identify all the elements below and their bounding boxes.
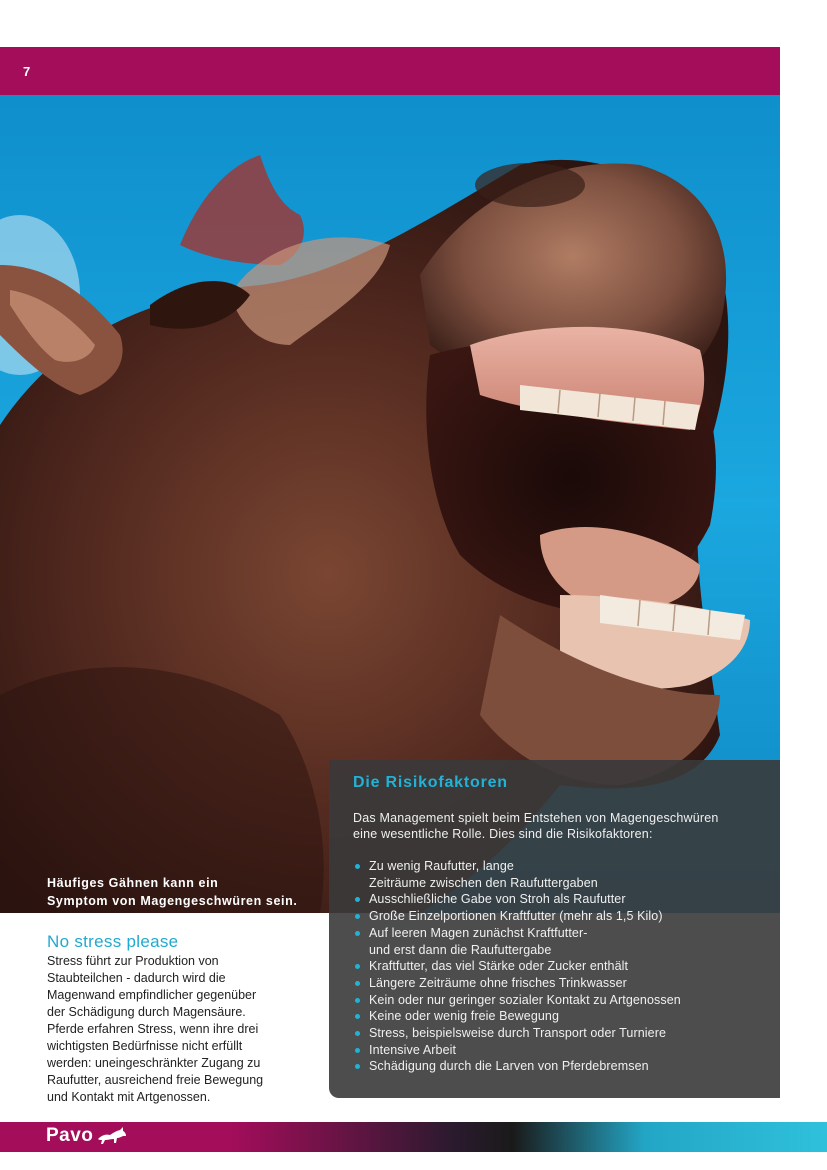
top-bar [0,47,780,95]
brand-logo [46,1125,128,1147]
body-line: wichtigsten Bedürfnisse nicht erfüllt [47,1039,243,1053]
risk-item: Stress, beispielsweise durch Transport oder Turniere [353,1025,758,1042]
body-line: Staubteilchen - dadurch wird die [47,971,226,985]
bullet-icon [355,864,360,869]
bullet-icon [355,1031,360,1036]
page-number: 7 [23,64,31,79]
risk-factors-panel [329,760,780,1098]
risk-item: Keine oder wenig freie Bewegung [353,1008,758,1025]
caption-line-2: Symptom von Magengeschwüren sein. [47,894,298,908]
intro-line-1: Das Management spielt beim Entstehen von Magengeschwüren [353,811,719,825]
bullet-icon [355,1048,360,1053]
risk-item: Auf leeren Magen zunächst Kraftfutter- und erst dann die Raufuttergabe [353,925,758,958]
horse-logo-icon [96,1125,128,1147]
body-line: Magenwand empfindlicher gegenüber [47,988,257,1002]
section-body [47,953,317,1106]
body-line: und Kontakt mit Artgenossen. [47,1090,211,1104]
bullet-icon [355,1064,360,1069]
photo-caption [47,874,327,910]
body-line: der Schädigung durch Magensäure. [47,1005,246,1019]
brand-name: Pavo [46,1125,94,1146]
body-line: Stress führt zur Produktion von [47,954,219,968]
bullet-icon [355,897,360,902]
body-line: Pferde erfahren Stress, wenn ihre drei [47,1022,259,1036]
bullet-icon [355,981,360,986]
bullet-icon [355,998,360,1003]
risk-panel-intro [353,810,758,842]
bullet-icon [355,964,360,969]
section-title: No stress please [47,932,179,951]
risk-item: Große Einzelportionen Kraftfutter (mehr als 1,5 Kilo) [353,908,758,925]
body-line: Raufutter, ausreichend freie Bewegung [47,1073,264,1087]
intro-line-2: eine wesentliche Rolle. Dies sind die Risikofaktoren: [353,827,653,841]
risk-panel-title: Die Risikofaktoren [353,774,508,791]
risk-item: Kraftfutter, das viel Stärke oder Zucker enthält [353,958,758,975]
risk-item: Kein oder nur geringer sozialer Kontakt zu Artgenossen [353,992,758,1009]
risk-item: Ausschließliche Gabe von Stroh als Raufutter [353,891,758,908]
footer-bar [0,1122,827,1152]
risk-item: Längere Zeiträume ohne frisches Trinkwasser [353,975,758,992]
body-line: werden: uneingeschränkter Zugang zu [47,1056,261,1070]
bullet-icon [355,931,360,936]
caption-line-1: Häufiges Gähnen kann ein [47,876,219,890]
bullet-icon [355,1014,360,1019]
risk-item: Zu wenig Raufutter, lange Zeiträume zwischen den Raufuttergaben [353,858,758,891]
bullet-icon [355,914,360,919]
risk-list [353,858,758,1075]
risk-item: Intensive Arbeit [353,1042,758,1059]
risk-item: Schädigung durch die Larven von Pferdebremsen [353,1058,758,1075]
